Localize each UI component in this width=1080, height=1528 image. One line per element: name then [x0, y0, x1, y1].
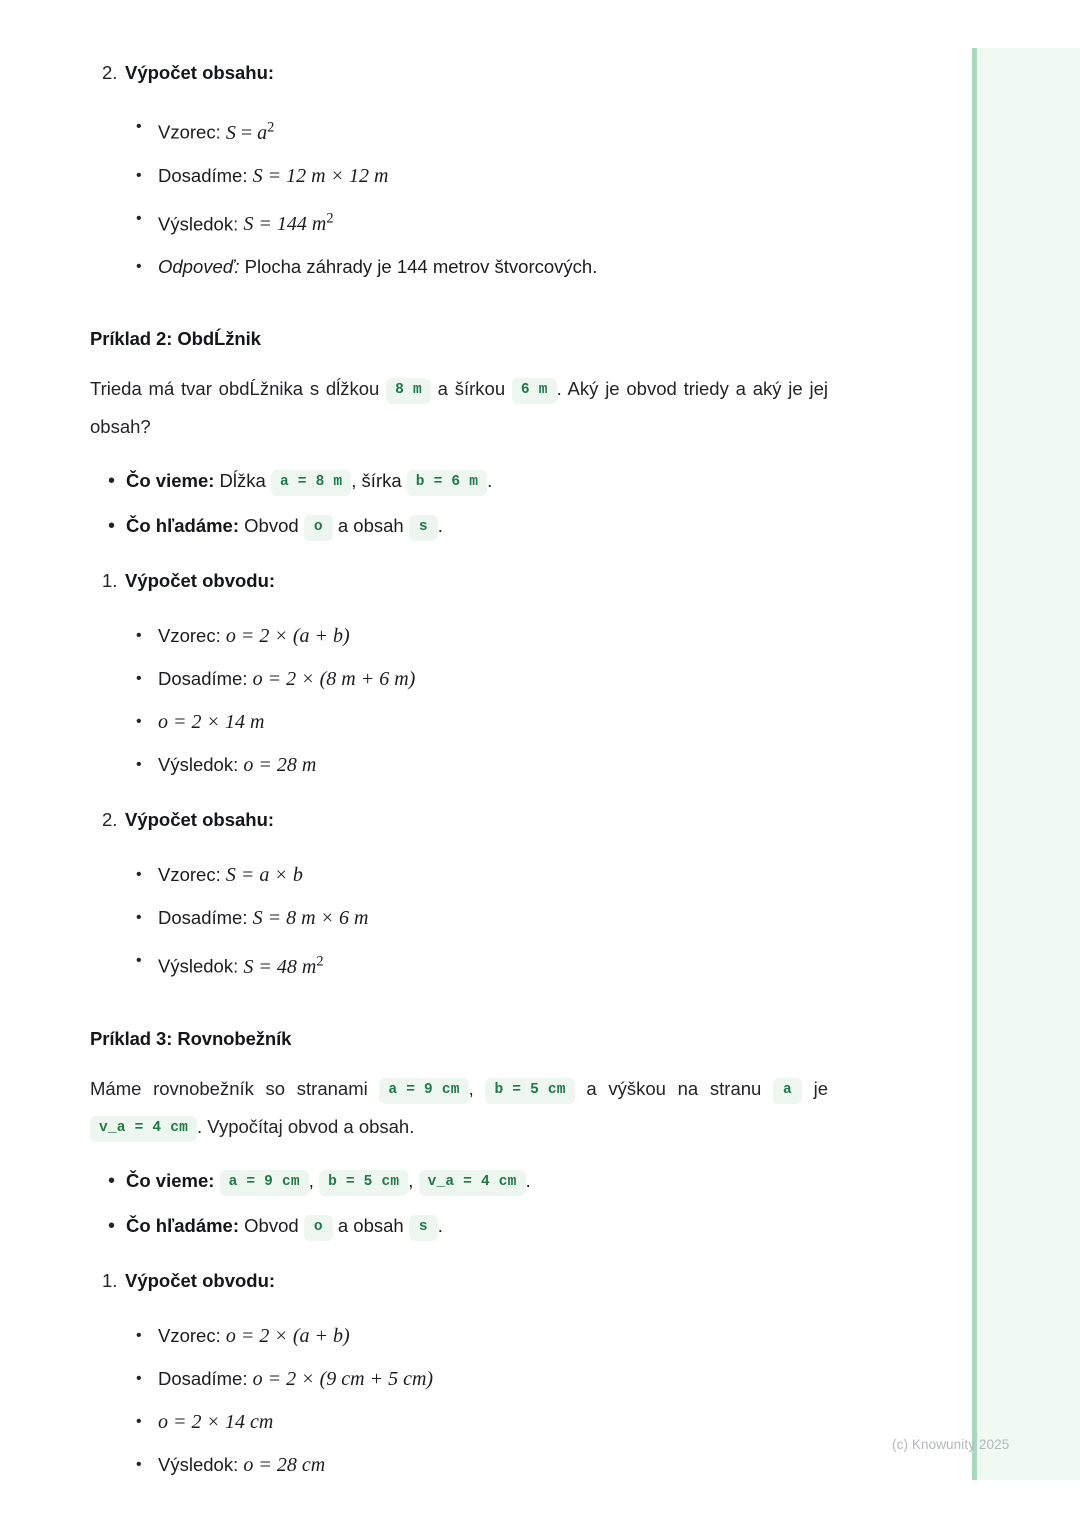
math-exponent: 2 — [326, 210, 334, 227]
math-expression — [243, 210, 334, 236]
bullet-icon: • — [136, 756, 142, 774]
math-expression: o = 2 × (a + b) — [225, 1324, 350, 1347]
bullet-icon: • — [136, 627, 142, 645]
list-item — [0, 703, 900, 741]
ordered-step — [0, 54, 900, 92]
list-item — [0, 1446, 900, 1484]
ordered-step — [0, 1262, 900, 1300]
copyright-watermark: (c) Knowunity 2025 — [892, 1437, 1010, 1452]
statement-text: . Aký je obvod triedy a aký je jej obsah? — [90, 378, 828, 438]
item-prefix: Výsledok: — [158, 955, 244, 977]
math-expression: o = 2 × (a + b) — [225, 625, 350, 648]
bullet-icon: • — [108, 470, 116, 493]
code-badge-va: v_a = 4 cm — [419, 1170, 526, 1196]
list-number: 1. — [102, 1269, 118, 1291]
example-3-statement — [90, 1070, 828, 1146]
math-expression — [225, 119, 275, 144]
math-body: S = 144 m — [243, 213, 327, 236]
code-badge-width: 6 m — [512, 378, 557, 404]
math-expression: o = 2 × 14 cm — [158, 1410, 274, 1433]
known-text: Dĺžka — [214, 470, 271, 492]
item-prefix: Dosadíme: — [158, 164, 253, 186]
code-badge-b: b = 6 m — [407, 470, 487, 496]
wanted-text: a obsah — [332, 1214, 409, 1236]
list-item — [0, 200, 900, 244]
section-heading-example-3: Príklad 3: Rovnobežník — [90, 1027, 292, 1049]
wanted-text: Obvod — [239, 515, 304, 537]
known-text: , — [408, 1169, 419, 1191]
bullet-icon: • — [136, 670, 142, 688]
math-var-S: S — [225, 121, 236, 144]
answer-text: Plocha záhrady je 144 metrov štvorcových. — [239, 256, 598, 278]
math-expression: o = 2 × 14 m — [158, 711, 265, 734]
math-equals: = — [235, 121, 258, 144]
wanted-text: . — [437, 515, 443, 537]
item-prefix: Výsledok: — [158, 213, 244, 235]
list-item — [0, 248, 900, 286]
code-badge-b: b = 5 cm — [319, 1170, 408, 1196]
statement-text: , — [468, 1077, 486, 1099]
math-var-a: a — [257, 121, 268, 144]
wanted-label: Čo hľadáme: — [126, 1214, 240, 1236]
statement-text: a šírkou — [430, 378, 512, 400]
item-prefix: Dosadíme: — [158, 1367, 253, 1389]
list-item-known — [0, 1162, 900, 1200]
bullet-icon: • — [136, 713, 142, 731]
answer-label: Odpoveď: — [158, 256, 240, 278]
code-badge-s: s — [409, 515, 438, 541]
side-accent-bar — [972, 48, 977, 1480]
bullet-icon: • — [136, 866, 142, 884]
list-item-known — [0, 462, 900, 500]
math-expression: o = 28 cm — [243, 1453, 326, 1476]
step-label: Výpočet obvodu: — [125, 1269, 276, 1291]
known-label: Čo vieme: — [126, 1169, 215, 1191]
bullet-icon: • — [108, 515, 116, 538]
list-item — [0, 856, 900, 894]
list-item — [0, 942, 900, 986]
code-badge-a: a = 9 cm — [220, 1170, 309, 1196]
code-badge-va: v_a = 4 cm — [90, 1116, 197, 1142]
item-prefix: Vzorec: — [158, 625, 226, 647]
bullet-icon: • — [136, 1326, 142, 1344]
list-number: 2. — [102, 62, 118, 83]
wanted-label: Čo hľadáme: — [126, 515, 240, 537]
item-prefix: Vzorec: — [158, 1324, 226, 1346]
known-text: . — [525, 1169, 531, 1191]
bullet-icon: • — [136, 118, 142, 135]
list-item-wanted — [0, 1207, 900, 1245]
math-expression: S = 12 m × 12 m — [252, 164, 389, 187]
bullet-icon: • — [136, 1455, 142, 1473]
code-badge-length: 8 m — [386, 378, 431, 404]
list-item — [0, 617, 900, 655]
list-number: 2. — [102, 809, 118, 831]
math-expression: o = 28 m — [243, 754, 317, 777]
wanted-text: a obsah — [332, 515, 409, 537]
statement-text: Trieda má tvar obdĹžnika s dĺžkou — [90, 378, 387, 400]
bullet-icon: • — [136, 909, 142, 927]
code-badge-o: o — [304, 515, 333, 541]
math-exponent: 2 — [267, 119, 275, 135]
list-item — [0, 157, 900, 195]
math-body: S = 48 m — [243, 955, 317, 978]
item-prefix: Vzorec: — [158, 121, 226, 143]
item-prefix: Dosadíme: — [158, 907, 253, 929]
statement-text: Máme rovnobežník so stranami — [90, 1077, 380, 1099]
bullet-icon: • — [108, 1169, 116, 1192]
math-expression: S = 8 m × 6 m — [252, 907, 369, 930]
code-badge-a: a = 8 m — [271, 470, 351, 496]
bullet-icon: • — [136, 166, 142, 184]
list-item — [0, 746, 900, 784]
ordered-step — [0, 801, 900, 839]
known-text: . — [487, 470, 493, 492]
code-badge-s: s — [409, 1215, 438, 1241]
known-text: , — [308, 1169, 320, 1191]
item-prefix: Vzorec: — [158, 864, 226, 886]
known-label: Čo vieme: — [126, 470, 215, 492]
math-expression: o = 2 × (9 cm + 5 cm) — [252, 1367, 434, 1390]
known-text: , šírka — [351, 470, 407, 492]
step-label: Výpočet obvodu: — [125, 570, 276, 592]
list-item — [0, 899, 900, 937]
list-item — [0, 1360, 900, 1398]
statement-text: a výškou na stranu — [574, 1077, 774, 1099]
ordered-step — [0, 562, 900, 600]
wanted-text: . — [437, 1214, 443, 1236]
math-expression: S = a × b — [225, 864, 303, 887]
list-item — [0, 660, 900, 698]
item-prefix: Dosadíme: — [158, 668, 253, 690]
wanted-text: Obvod — [239, 1214, 304, 1236]
statement-text: . Vypočítaj obvod a obsah. — [197, 1115, 415, 1137]
example-2-statement — [90, 370, 828, 446]
list-item — [0, 1317, 900, 1355]
bullet-icon: • — [108, 1214, 116, 1237]
list-item-wanted — [0, 507, 900, 545]
bullet-icon: • — [136, 1369, 142, 1387]
bullet-icon: • — [136, 209, 142, 227]
list-number: 1. — [102, 570, 118, 592]
code-badge-b: b = 5 cm — [485, 1078, 574, 1104]
step-label: Výpočet obsahu: — [125, 62, 275, 83]
math-expression: o = 2 × (8 m + 6 m) — [252, 668, 416, 691]
math-expression — [243, 953, 324, 978]
side-accent-panel — [972, 48, 1080, 1480]
bullet-icon: • — [136, 258, 142, 276]
section-heading-example-2: Príklad 2: ObdĹžnik — [90, 328, 261, 350]
list-item — [0, 108, 900, 152]
bullet-icon: • — [136, 952, 142, 970]
known-text — [214, 1170, 219, 1191]
list-item — [0, 1403, 900, 1441]
bullet-icon: • — [136, 1412, 142, 1430]
math-exponent: 2 — [316, 953, 324, 970]
statement-text: je — [801, 1077, 829, 1099]
step-label: Výpočet obsahu: — [125, 809, 275, 831]
code-badge-o: o — [304, 1215, 333, 1241]
item-prefix: Výsledok: — [158, 1453, 244, 1475]
code-badge-a-short: a — [773, 1078, 802, 1104]
item-prefix: Výsledok: — [158, 754, 244, 776]
code-badge-a: a = 9 cm — [379, 1078, 468, 1104]
